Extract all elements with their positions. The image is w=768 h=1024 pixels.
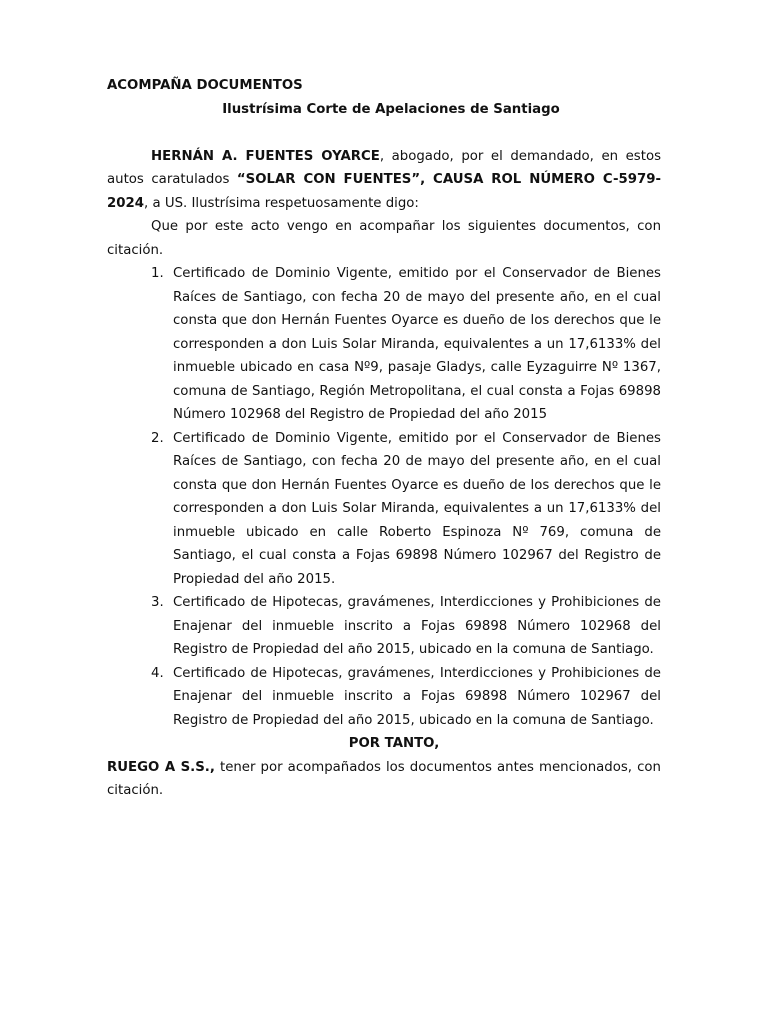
- item-text: Certificado de Dominio Vigente, emitido por el Conservador de Bienes Raíces de Santiago, con fecha 20 de mayo del presente año, en el cual consta que don Hernán Fuentes Oyarce es dueño de los derechos que le corresponden a don Luis Solar Miranda, equivalentes a un 17,6133% del inmueble ubicado en casa Nº9, pasaje Gladys, calle Eyzaguirre Nº 1367, comuna de Santiago, Región Metropolitana, el cual consta a Fojas 69898 Número 102968 del Registro de Propiedad del año 2015: [173, 266, 661, 422]
- request-paragraph: Que por este acto vengo en acompañar los siguientes documentos, con citación.: [107, 219, 661, 258]
- item-number: 3.: [151, 595, 164, 610]
- item-number: 1.: [151, 266, 164, 281]
- list-item: [107, 591, 661, 662]
- document-list: [107, 262, 661, 732]
- item-number: 2.: [151, 430, 164, 446]
- intro-paragraph: [107, 145, 661, 216]
- court-name: Ilustrísima Corte de Apelaciones de Santiago: [222, 101, 560, 117]
- item-text: Certificado de Hipotecas, gravámenes, Interdicciones y Prohibiciones de Enajenar del inmueble inscrito a Fojas 69898 Número 102968 del Registro de Propiedad del año 2015, ubicado en la comuna de Santiago.: [173, 595, 661, 657]
- attorney-name: HERNÁN A. FUENTES OYARCE: [151, 148, 380, 164]
- list-item: [107, 427, 661, 592]
- intro-text-2: , a US. Ilustrísima respetuosamente digo:: [144, 195, 419, 211]
- list-item: [107, 662, 661, 733]
- case-title: “SOLAR CON FUENTES”, CAUSA ROL NÚMERO C-5979-2024: [107, 172, 661, 211]
- item-number: 4.: [151, 665, 164, 681]
- closing-text: tener por acompañados los documentos antes mencionados, con citación.: [107, 759, 661, 798]
- item-text: Certificado de Hipotecas, gravámenes, Interdicciones y Prohibiciones de Enajenar del inmueble inscrito a Fojas 69898 Número 102967 del Registro de Propiedad del año 2015, ubicado en la comuna de Santiago.: [173, 665, 661, 728]
- list-item: [107, 262, 661, 427]
- document-page: [107, 74, 661, 803]
- closing-lead: RUEGO A S.S.,: [107, 759, 215, 775]
- intro-text-1: , abogado, por el demandado, en estos autos caratulados: [107, 148, 662, 187]
- por-tanto-heading: POR TANTO,: [348, 736, 440, 751]
- closing-paragraph: [107, 756, 661, 803]
- document-heading: ACOMPAÑA DOCUMENTOS: [107, 78, 303, 93]
- item-text: Certificado de Dominio Vigente, emitido por el Conservador de Bienes Raíces de Santiago, con fecha 20 de mayo del presente año, en el cual consta que don Hernán Fuentes Oyarce es dueño de los derechos que le corresponden a don Luis Solar Miranda, equivalentes a un 17,6133% del inmueble ubicado en calle Roberto Espinoza Nº 769, comuna de Santiago, el cual consta a Fojas 69898 Número 102967 del Registro de Propiedad del año 2015.: [173, 430, 661, 587]
